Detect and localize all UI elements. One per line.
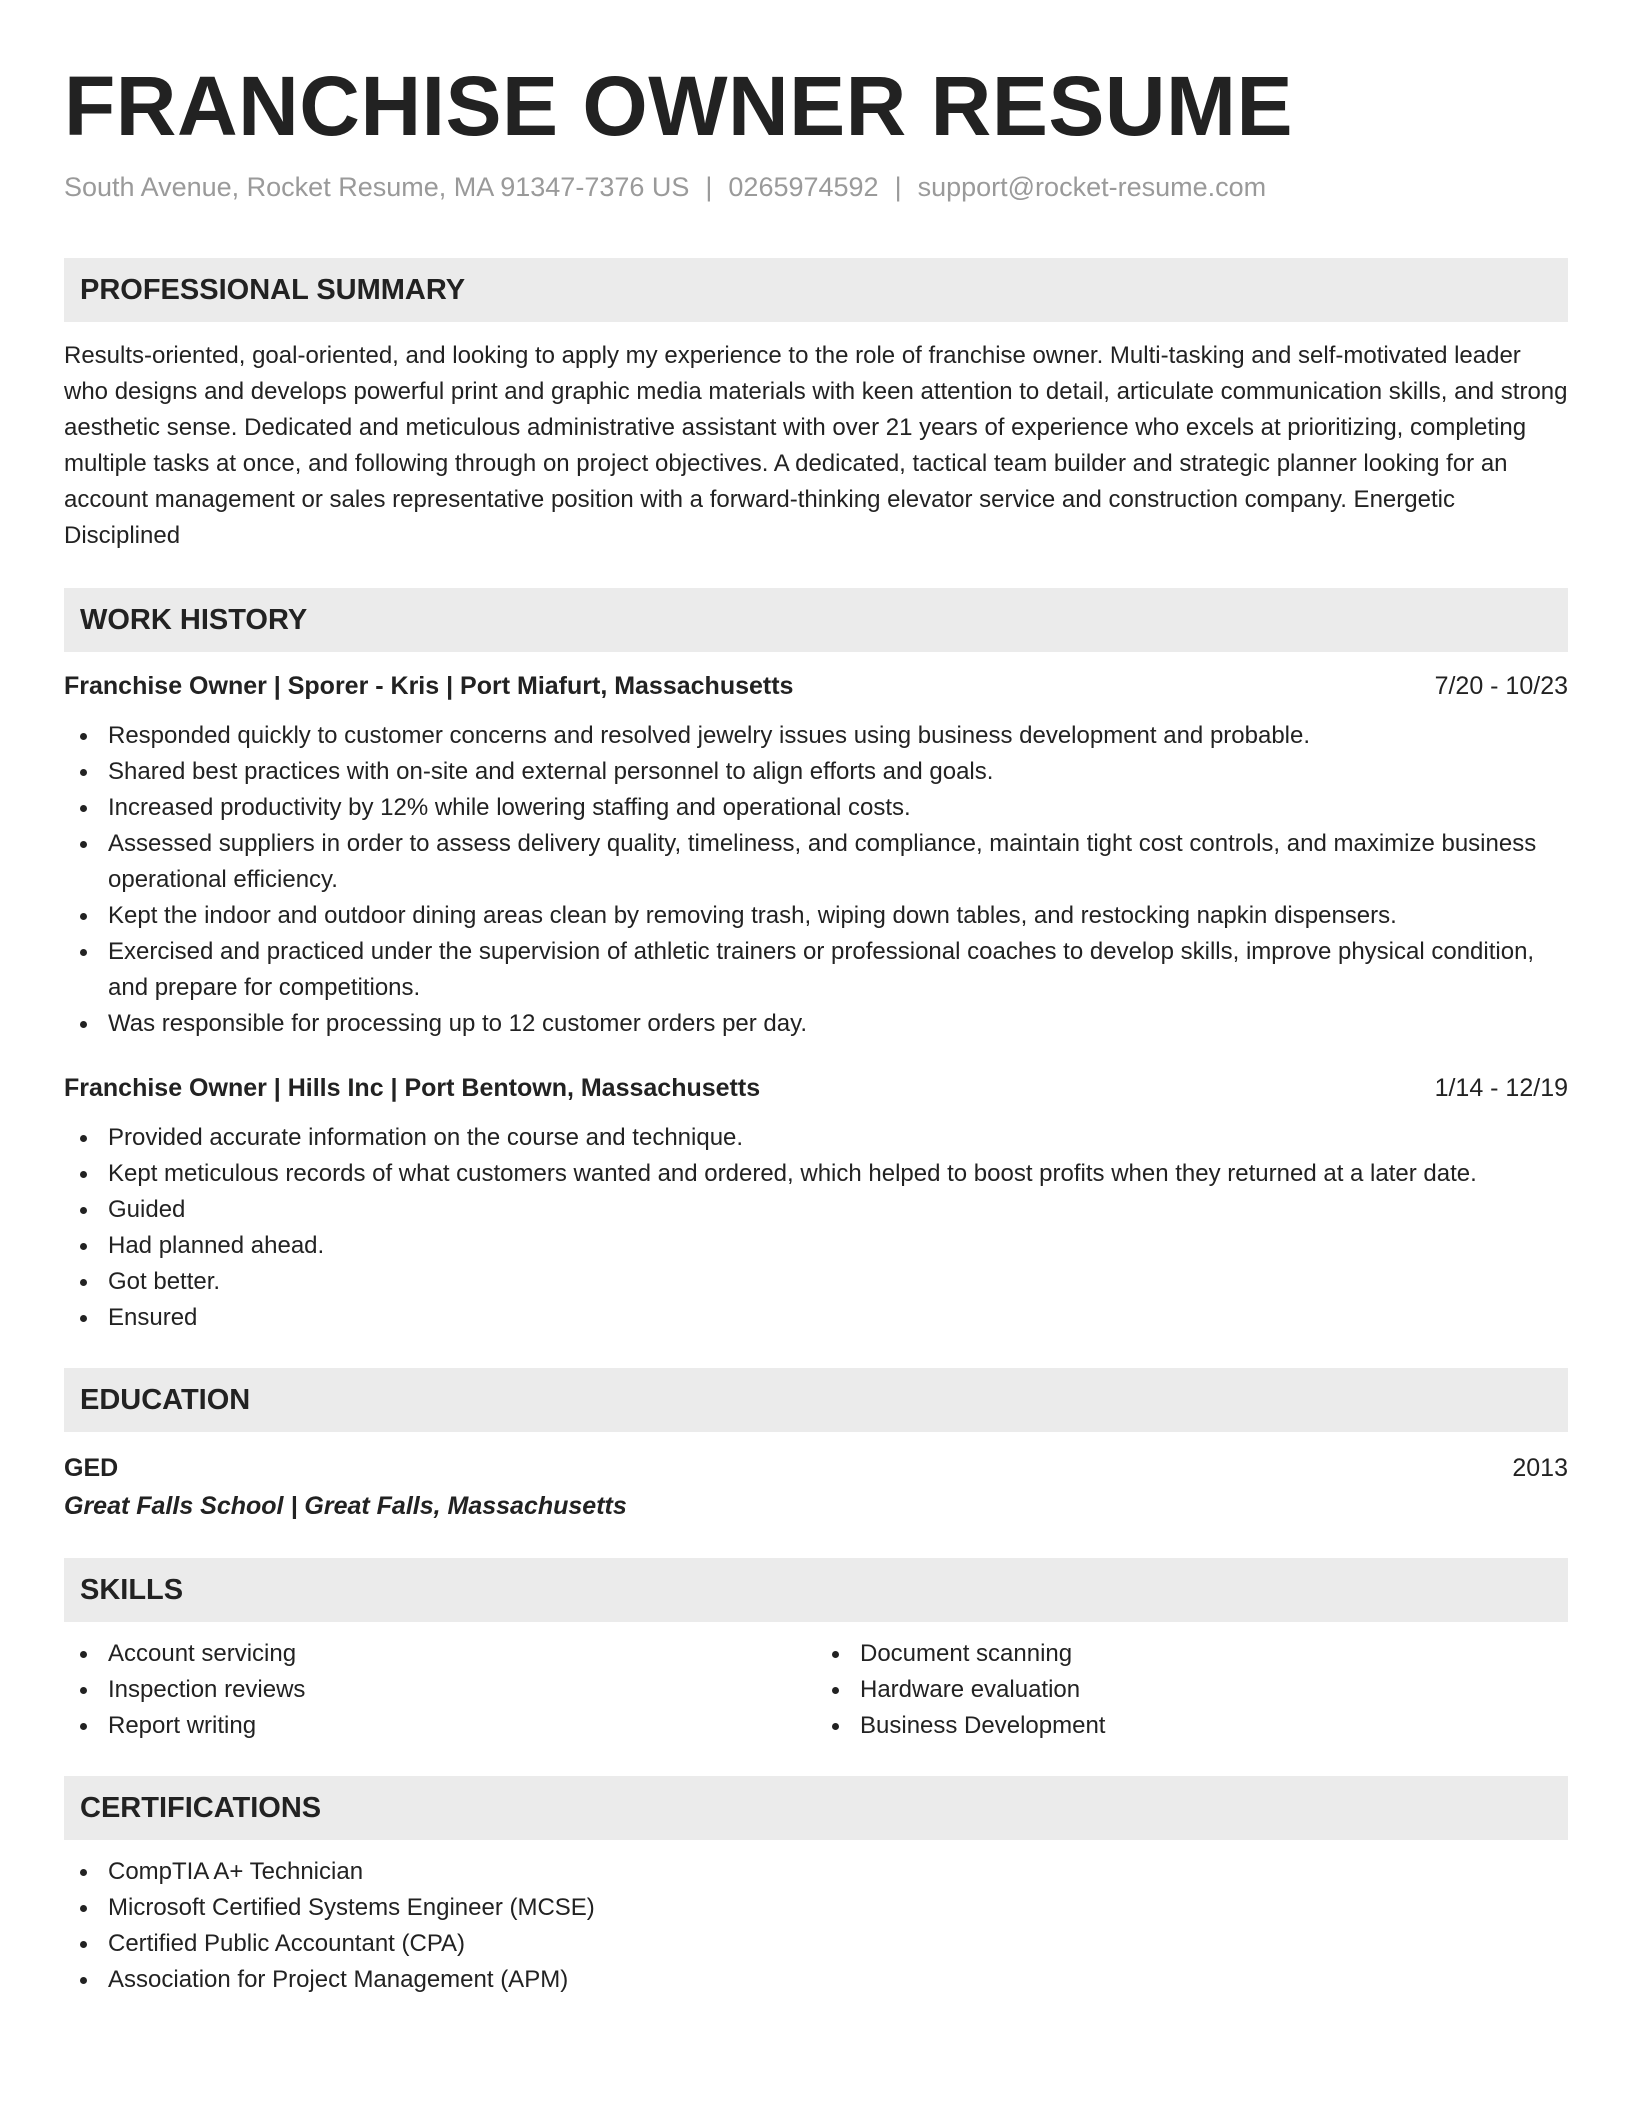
- contact-separator: |: [705, 172, 713, 202]
- job-header: [64, 668, 1568, 704]
- job-header: [64, 1070, 1568, 1106]
- certification-item: CompTIA A+ Technician: [64, 1854, 1568, 1890]
- job-bullet: Increased productivity by 12% while lowering staffing and operational costs.: [64, 790, 1568, 826]
- job-dates: 7/20 - 10/23: [1434, 672, 1568, 700]
- section-header-skills: SKILLS: [64, 1558, 1568, 1622]
- skills-column-left: [64, 1636, 816, 1744]
- job-bullet: Responded quickly to customer concerns and resolved jewelry issues using business development and probable.: [64, 718, 1568, 754]
- job-bullet-list: [64, 718, 1568, 1042]
- education-year: 2013: [1512, 1454, 1568, 1482]
- job-bullet: Kept meticulous records of what customers wanted and ordered, which helped to boost profits when they returned at a later date.: [64, 1156, 1568, 1192]
- skill-item: Business Development: [816, 1708, 1568, 1744]
- job-title: Franchise Owner | Sporer - Kris | Port Miafurt, Massachusetts: [64, 672, 794, 700]
- skill-item: Account servicing: [64, 1636, 816, 1672]
- job-bullet: Kept the indoor and outdoor dining areas clean by removing trash, wiping down tables, and restocking napkin dispensers.: [64, 898, 1568, 934]
- section-header-work-history: WORK HISTORY: [64, 588, 1568, 652]
- skill-item: Document scanning: [816, 1636, 1568, 1672]
- job-bullet: Shared best practices with on-site and external personnel to align efforts and goals.: [64, 754, 1568, 790]
- job-bullet: Provided accurate information on the course and technique.: [64, 1120, 1568, 1156]
- job-dates: 1/14 - 12/19: [1434, 1074, 1568, 1102]
- certification-item: Certified Public Accountant (CPA): [64, 1926, 1568, 1962]
- job-bullet: Had planned ahead.: [64, 1228, 1568, 1264]
- certification-item: Association for Project Management (APM): [64, 1962, 1568, 1998]
- job-title: Franchise Owner | Hills Inc | Port Bentown, Massachusetts: [64, 1074, 761, 1102]
- job-bullet: Exercised and practiced under the supervision of athletic trainers or professional coaches to develop skills, improve physical condition, and prepare for competitions.: [64, 934, 1568, 1006]
- job-bullet: Guided: [64, 1192, 1568, 1228]
- job-bullet: Assessed suppliers in order to assess delivery quality, timeliness, and compliance, maintain tight cost controls, and maximize business operational efficiency.: [64, 826, 1568, 898]
- section-header-summary: PROFESSIONAL SUMMARY: [64, 258, 1568, 322]
- section-header-education: EDUCATION: [64, 1368, 1568, 1432]
- education-school: Great Falls School | Great Falls, Massachusetts: [64, 1492, 627, 1520]
- contact-phone: 0265974592: [728, 172, 879, 202]
- skill-item: Hardware evaluation: [816, 1672, 1568, 1708]
- job-bullet: Ensured: [64, 1300, 1568, 1336]
- section-header-certifications: CERTIFICATIONS: [64, 1776, 1568, 1840]
- summary-text: Results-oriented, goal-oriented, and looking to apply my experience to the role of franchise owner. Multi-tasking and self-motivated leader who designs and develops powerful print and graphic media materials with keen attention to detail, articulate communication skills, and strong aesthetic sense. Dedicated and meticulous administrative assistant with over 21 years of experience who excels at prioritizing, completing multiple tasks at once, and following through on project objectives. A dedicated, tactical team builder and strategic planner looking for an account management or sales representative position with a forward-thinking elevator service and construction company. Energetic Disciplined: [64, 342, 1568, 549]
- job-bullet: Got better.: [64, 1264, 1568, 1300]
- contact-email: support@rocket-resume.com: [917, 172, 1267, 202]
- contact-line: [64, 170, 1568, 204]
- resume-title: FRANCHISE OWNER RESUME: [64, 59, 1294, 153]
- skills-grid: [64, 1636, 1568, 1744]
- job-bullet: Was responsible for processing up to 12 customer orders per day.: [64, 1006, 1568, 1042]
- skills-column-right: [816, 1636, 1568, 1744]
- contact-address: South Avenue, Rocket Resume, MA 91347-7376 US: [64, 172, 690, 202]
- education-header: [64, 1450, 1568, 1486]
- contact-separator: |: [894, 172, 902, 202]
- certification-item: Microsoft Certified Systems Engineer (MCSE): [64, 1890, 1568, 1926]
- skill-item: Report writing: [64, 1708, 816, 1744]
- certifications-list: [64, 1854, 1568, 1998]
- education-degree: GED: [64, 1454, 119, 1482]
- job-bullet-list: [64, 1120, 1568, 1336]
- skill-item: Inspection reviews: [64, 1672, 816, 1708]
